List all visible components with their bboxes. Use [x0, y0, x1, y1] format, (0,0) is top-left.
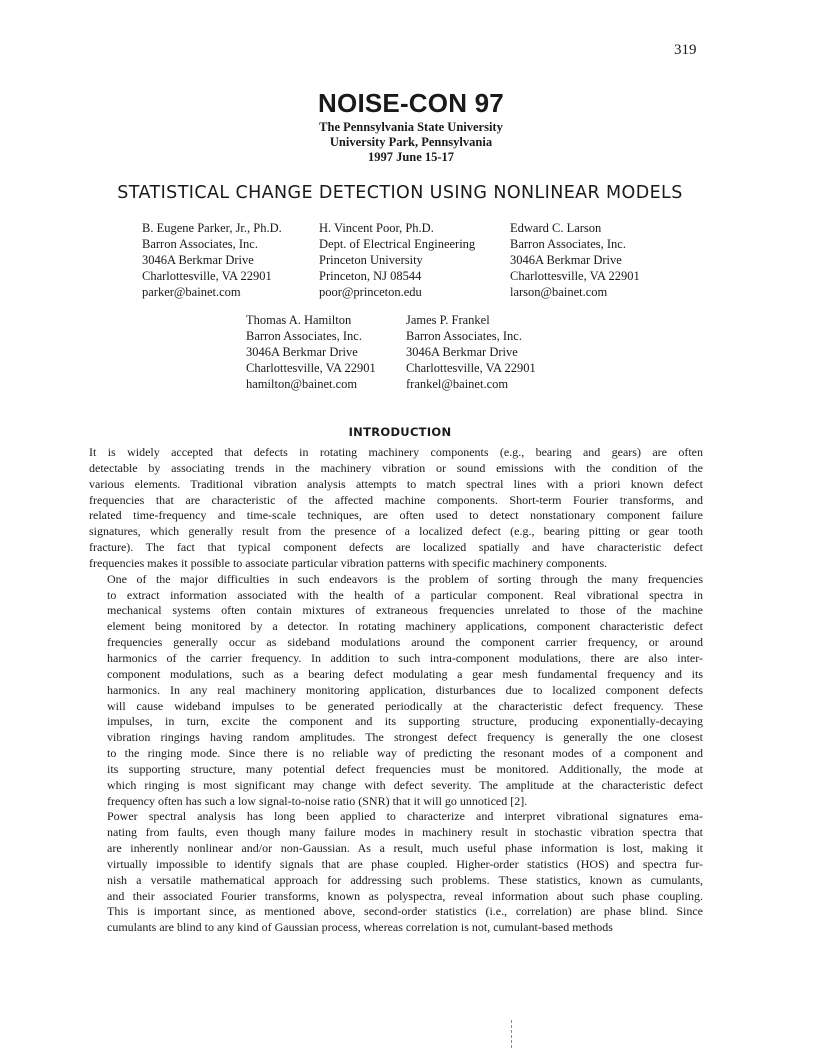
- body-text: [89, 445, 703, 936]
- text-line: It is widely accepted that defects in rotating machinery components (e.g., bearing and gears) are often: [89, 445, 703, 459]
- author-name: Thomas A. Hamilton: [246, 313, 352, 327]
- author-block: [510, 220, 640, 300]
- author-city: Charlottesville, VA 22901: [510, 269, 640, 283]
- text-line: signatures, which generally result from the presence of a localized defect (e.g., bearing pitting or gear tooth: [89, 524, 703, 539]
- author-address: 3046A Berkmar Drive: [510, 253, 622, 267]
- author-affiliation: Barron Associates, Inc.: [142, 237, 258, 251]
- text-line: frequency often has such a low signal-to-noise ratio (SNR) that it will go unnoticed [2].: [107, 793, 528, 808]
- text-line: impulses, in turn, excite the component and its supporting structure, producing exponentially-decaying: [107, 714, 703, 729]
- author-address: Princeton University: [319, 253, 423, 267]
- author-email: hamilton@bainet.com: [246, 377, 358, 391]
- text-line: cumulants are blind to any kind of Gaussian process, whereas correlation is not, cumulant-based methods: [107, 920, 613, 935]
- text-line: fracture). The fact that typical component defects are localized spatially and have characteristic defect: [89, 540, 703, 555]
- author-email: parker@bainet.com: [142, 285, 241, 299]
- text-line: frequencies that are characteristic of the affected machine components. Short-term Fourier transforms, and: [89, 492, 703, 507]
- text-line: which ringing is most significant may change with defect severity. The amplitude at the characteristic defect: [107, 777, 703, 792]
- text-line: to extract information associated with the health of a particular component. Real vibrational spectra in: [107, 587, 703, 602]
- author-block: [319, 220, 475, 300]
- author-email: larson@bainet.com: [510, 285, 608, 299]
- author-email: poor@princeton.edu: [319, 285, 422, 299]
- text-line: This is important since, as mentioned above, second-order statistics (i.e., correlation) are phase blind. Since: [107, 904, 703, 919]
- text-line: frequencies generally occur as sideband modulations around the component carrier frequency, or around: [107, 635, 703, 650]
- text-line: frequencies makes it possible to associate particular vibration patterns with specific machinery components.: [89, 555, 608, 570]
- conference-location: University Park, Pennsylvania: [329, 135, 493, 149]
- text-line: various elements. Traditional vibration analysis attempts to match spectral lines with a priori known defect: [89, 476, 703, 491]
- text-line: to the ringing mode. Since there is no reliable way of predicting the resonant modes of a component and: [107, 746, 703, 761]
- text-line: Power spectral analysis has long been applied to characterize and interpret vibrational signatures ema-: [107, 809, 703, 824]
- text-line: will cause wideband impulses to be generated periodically at the characteristic defect frequency. These: [107, 698, 703, 713]
- paragraph: [89, 809, 703, 936]
- author-address: 3046A Berkmar Drive: [246, 345, 358, 359]
- text-line: element being monitored by a detector. In rotating machinery applications, component characteristic defect: [107, 619, 703, 634]
- author-name: James P. Frankel: [406, 313, 490, 327]
- author-affiliation: Barron Associates, Inc.: [246, 329, 362, 343]
- paragraph: [89, 572, 703, 810]
- author-block: [142, 220, 282, 300]
- author-name: H. Vincent Poor, Ph.D.: [319, 221, 434, 235]
- author-address: 3046A Berkmar Drive: [142, 253, 254, 267]
- author-name: B. Eugene Parker, Jr., Ph.D.: [142, 221, 282, 235]
- author-block: [406, 312, 536, 392]
- text-line: its supporting structure, many potential defect frequencies must be monitored. Additionally, the mode at: [107, 761, 703, 776]
- section-heading: INTRODUCTION: [348, 425, 452, 439]
- paragraph: [89, 445, 703, 572]
- text-line: nating from faults, even though many failure modes in machinery result in stochastic vibration spectra that: [107, 825, 703, 840]
- text-line: virtually impossible to identify signals that are phase coupled. Higher-order statistics (HOS) and spectra fur-: [107, 856, 703, 871]
- text-line: and their associated Fourier transforms, known as polyspectra, reveal information about such phase coupling.: [107, 888, 703, 903]
- text-line: One of the major difficulties in such endeavors is the problem of sorting through the many frequencies: [107, 571, 703, 586]
- text-line: related time-frequency and time-scale techniques, are often used to detect nonstationary component failure: [89, 508, 703, 523]
- text-line: component modulations, such as a bearing defect modulating a gear mesh fundamental frequency and its: [107, 666, 703, 681]
- author-city: Princeton, NJ 08544: [319, 269, 422, 283]
- author-email: frankel@bainet.com: [406, 377, 509, 391]
- author-city: Charlottesville, VA 22901: [246, 361, 376, 375]
- author-affiliation: Barron Associates, Inc.: [406, 329, 522, 343]
- text-line: are inherently nonlinear and/or non-Gaussian. As a result, much useful phase information is lost, making it: [107, 841, 703, 856]
- conference-venue: The Pennsylvania State University: [319, 120, 503, 134]
- author-affiliation: Barron Associates, Inc.: [510, 237, 626, 251]
- text-line: vibration ringings having random amplitudes. The strongest defect frequency is generally the one closest: [107, 730, 703, 745]
- paper-title: STATISTICAL CHANGE DETECTION USING NONLINEAR MODELS: [117, 183, 683, 203]
- page-number: 319: [674, 42, 697, 58]
- conference-title: NOISE-CON 97: [318, 88, 504, 118]
- text-line: nish a versatile mathematical approach for addressing such problems. These statistics, known as cumulants,: [107, 872, 703, 887]
- conference-date: 1997 June 15-17: [367, 150, 455, 164]
- author-affiliation: Dept. of Electrical Engineering: [319, 237, 476, 251]
- text-line: harmonics. In any real machinery monitoring application, disturbances due to localized component defects: [107, 682, 703, 697]
- author-city: Charlottesville, VA 22901: [406, 361, 536, 375]
- author-block: [246, 312, 376, 392]
- author-city: Charlottesville, VA 22901: [142, 269, 272, 283]
- text-line: harmonics of the carrier frequency. In addition to such intra-component modulations, there are also inter-: [107, 650, 703, 665]
- text-line: mechanical systems often contain mixtures of extraneous frequencies unrelated to those of the machine: [107, 603, 703, 618]
- scan-margin-mark: [511, 1020, 512, 1048]
- text-line: detectable by associating trends in the machinery vibration or sound emissions with the condition of the: [89, 460, 703, 475]
- author-address: 3046A Berkmar Drive: [406, 345, 518, 359]
- author-name: Edward C. Larson: [510, 221, 602, 235]
